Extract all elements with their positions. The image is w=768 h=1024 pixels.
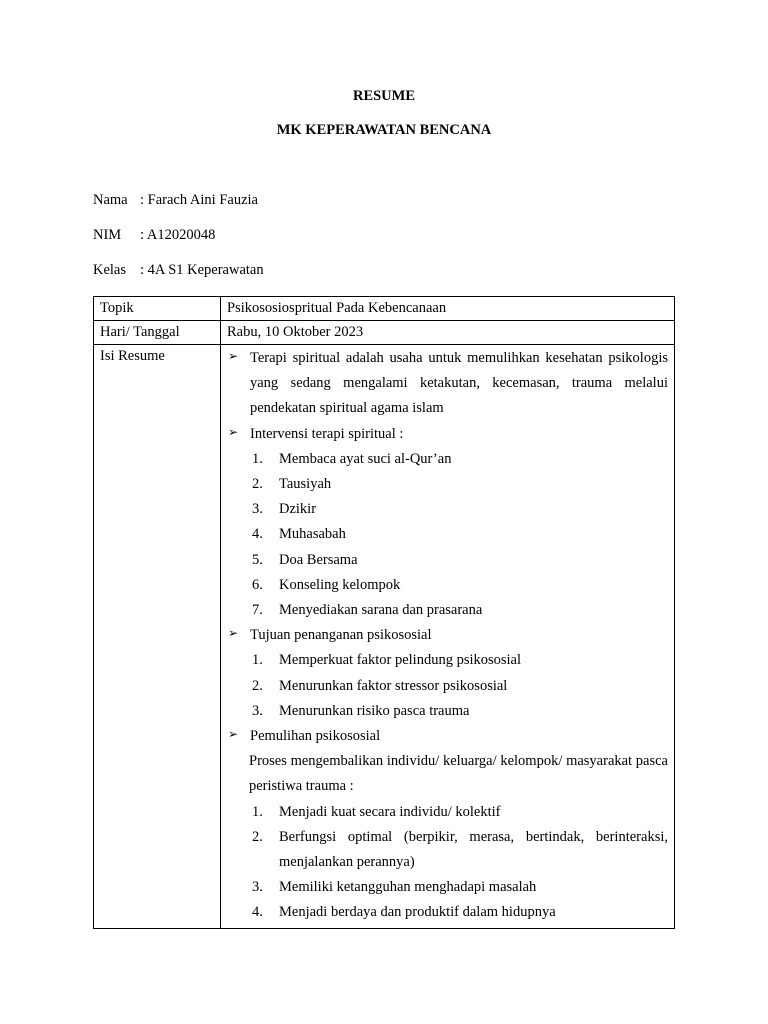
list-item-number: 5. bbox=[252, 551, 263, 568]
list-item bbox=[227, 522, 668, 547]
list-item-text: Berfungsi optimal (berpikir, merasa, bertindak, berinteraksi, menjalankan perannya) bbox=[279, 828, 668, 871]
list-item bbox=[227, 900, 668, 925]
list-item bbox=[227, 497, 668, 522]
list-item-number: 3. bbox=[252, 702, 263, 719]
list-item-number: 4. bbox=[252, 904, 263, 921]
list-item-text: Menjadi kuat secara individu/ kolektif bbox=[279, 803, 501, 820]
list-item-number: 7. bbox=[252, 602, 263, 619]
tanggal-value: Rabu, 10 Oktober 2023 bbox=[221, 321, 675, 345]
arrow-bullet-icon: ➢ bbox=[228, 727, 239, 742]
list-item-number: 6. bbox=[252, 576, 263, 593]
list-item-text: Memiliki ketangguhan menghadapi masalah bbox=[279, 879, 537, 896]
list-item-text: Dzikir bbox=[279, 501, 317, 518]
identity-kelas bbox=[93, 262, 264, 279]
isi-content bbox=[221, 345, 675, 929]
table-row-isi bbox=[94, 345, 675, 929]
identity-nama bbox=[93, 192, 258, 209]
identity-nim bbox=[93, 227, 215, 244]
list-item bbox=[227, 648, 668, 673]
bullet-text: Terapi spiritual adalah usaha untuk memulihkan kesehatan psikologis yang sedang mengalami ketakutan, kecemasan, trauma melalui pendekatan spiritual agama islam bbox=[250, 350, 668, 417]
arrow-bullet-icon: ➢ bbox=[228, 424, 239, 439]
list-item bbox=[227, 598, 668, 623]
list-item-text: Konseling kelompok bbox=[279, 576, 401, 593]
resume-section bbox=[227, 422, 668, 624]
nama-label: Nama bbox=[93, 192, 128, 208]
list-item-text: Menurunkan risiko pasca trauma bbox=[279, 702, 470, 719]
nim-label: NIM bbox=[93, 227, 122, 243]
list-item-number: 1. bbox=[252, 803, 263, 820]
list-item bbox=[227, 573, 668, 598]
isi-label: Isi Resume bbox=[94, 345, 221, 929]
list-item bbox=[227, 472, 668, 497]
section-paragraph: Proses mengembalikan individu/ keluarga/ kelompok/ masyarakat pasca peristiwa trauma : bbox=[249, 753, 668, 795]
list-item-text: Menyediakan sarana dan prasarana bbox=[279, 602, 483, 619]
list-item bbox=[227, 447, 668, 472]
resume-table bbox=[93, 296, 675, 929]
nim-value: : A12020048 bbox=[140, 227, 216, 243]
tanggal-label: Hari/ Tanggal bbox=[94, 321, 221, 345]
resume-section bbox=[227, 724, 668, 926]
document-title: RESUME bbox=[352, 88, 416, 104]
resume-section bbox=[227, 346, 668, 422]
numbered-list bbox=[227, 447, 668, 623]
document-subtitle: MK KEPERAWATAN BENCANA bbox=[276, 122, 492, 138]
list-item-text: Doa Bersama bbox=[279, 551, 358, 568]
resume-sections bbox=[227, 346, 668, 926]
list-item-number: 1. bbox=[252, 450, 263, 467]
bullet-item bbox=[227, 422, 668, 447]
topik-value: Psikososiospritual Pada Kebencanaan bbox=[221, 297, 675, 321]
bullet-text: Intervensi terapi spiritual : bbox=[250, 425, 404, 442]
resume-section bbox=[227, 623, 668, 724]
list-item-number: 3. bbox=[252, 879, 263, 896]
kelas-value: : 4A S1 Keperawatan bbox=[140, 262, 264, 278]
list-item bbox=[227, 800, 668, 825]
bullet-text: Pemulihan psikososial bbox=[250, 728, 381, 745]
numbered-list bbox=[227, 648, 668, 724]
table-row-tanggal bbox=[94, 321, 675, 345]
kelas-label: Kelas bbox=[93, 262, 127, 278]
list-item-number: 3. bbox=[252, 501, 263, 518]
list-item bbox=[227, 825, 668, 875]
nama-value: : Farach Aini Fauzia bbox=[140, 192, 258, 208]
list-item-number: 2. bbox=[252, 476, 263, 493]
bullet-text: Tujuan penanganan psikososial bbox=[250, 627, 432, 644]
bullet-item bbox=[227, 724, 668, 749]
list-item-text: Membaca ayat suci al-Qur’an bbox=[279, 450, 452, 467]
list-item-text: Menjadi berdaya dan produktif dalam hidupnya bbox=[279, 904, 556, 921]
list-item-number: 4. bbox=[252, 526, 263, 543]
list-item bbox=[227, 548, 668, 573]
bullet-item bbox=[227, 346, 668, 422]
arrow-bullet-icon: ➢ bbox=[228, 626, 239, 641]
topik-label: Topik bbox=[94, 297, 221, 321]
list-item-number: 2. bbox=[252, 828, 263, 845]
list-item-text: Menurunkan faktor stressor psikososial bbox=[279, 677, 508, 694]
arrow-bullet-icon: ➢ bbox=[228, 349, 239, 363]
list-item-text: Muhasabah bbox=[279, 526, 346, 543]
list-item-number: 1. bbox=[252, 652, 263, 669]
list-item bbox=[227, 875, 668, 900]
numbered-list bbox=[227, 800, 668, 926]
list-item bbox=[227, 674, 668, 699]
list-item-text: Tausiyah bbox=[279, 476, 332, 493]
list-item-number: 2. bbox=[252, 677, 263, 694]
list-item bbox=[227, 699, 668, 724]
bullet-item bbox=[227, 623, 668, 648]
table-row-topik bbox=[94, 297, 675, 321]
list-item-text: Memperkuat faktor pelindung psikososial bbox=[279, 652, 522, 669]
